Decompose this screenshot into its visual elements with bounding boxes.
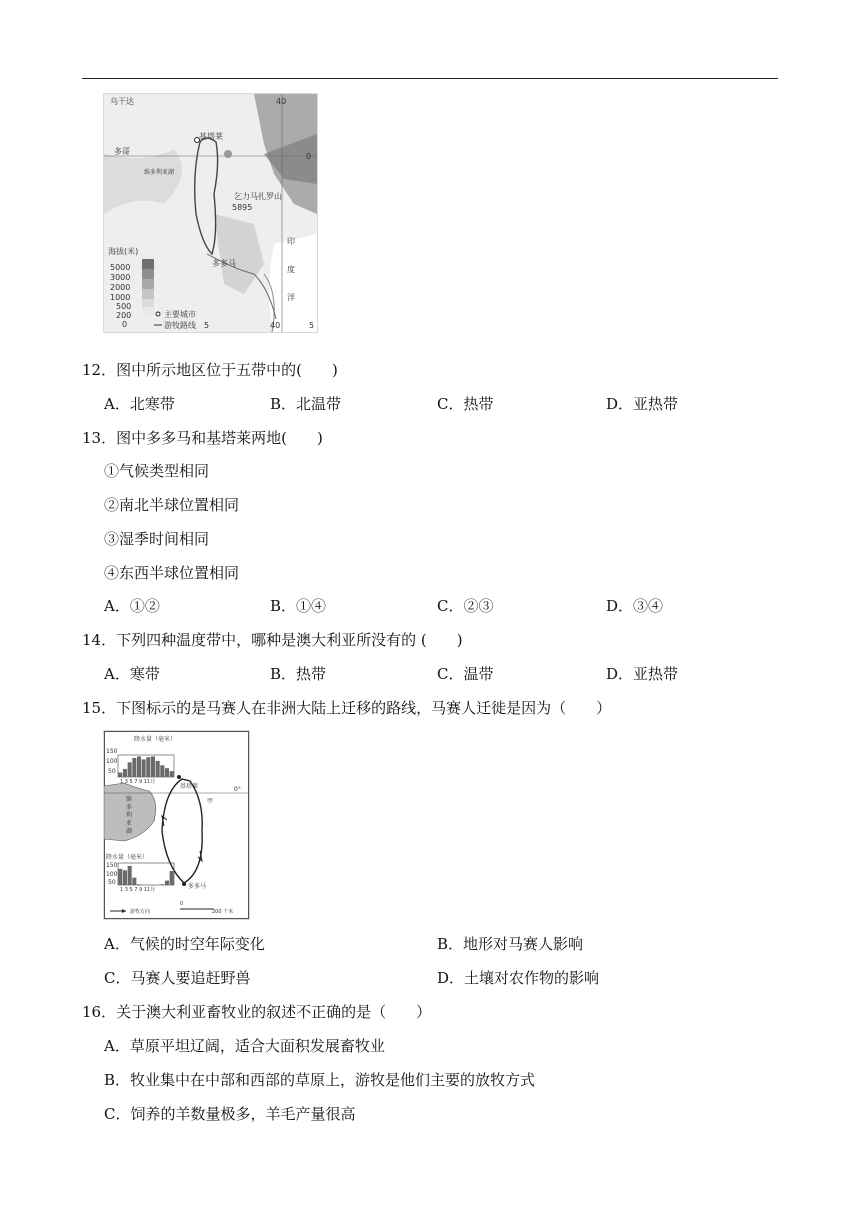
map2-b150: 150 [106,862,118,869]
q13-option-a[interactable]: A．①② [104,597,160,615]
q15-stem: 15．下图标示的是马赛人在非洲大陆上迁移的路线，马赛人迁徙是因为（ ） [82,699,612,717]
map1-elevation: 5895 [232,203,253,212]
map1-legend-city: 主要城市 [164,310,196,319]
q14-option-c[interactable]: C．温带 [437,665,494,683]
precip-south-bar [170,871,174,885]
map2-lake-5: 湖 [126,828,133,835]
map1-label-topleft: 乌干达 [110,97,134,106]
q14-option-a[interactable]: A．寒带 [104,665,160,683]
map1-legend-200: 200 [116,311,132,320]
q16-option-a[interactable]: A．草原平坦辽阔，适合大面积发展畜牧业 [104,1037,385,1055]
q13-statement-3: ③湿季时间相同 [104,530,210,548]
precip-south-bar [160,884,164,885]
map1-city-dodoma: 多多马 [212,259,236,268]
precip-south-bar [165,881,169,885]
map2-b100: 100 [106,871,118,878]
map1-ocean-3: 洋 [287,293,295,302]
header-rule [82,78,778,79]
map1-tick-top: 40 [276,97,287,106]
map2-precip-title-north: 降水量（毫米） [134,736,177,743]
map2-months-north: 1 3 5 7 9 11月 [120,779,156,785]
precip-south-bar [128,866,132,885]
q12-option-d[interactable]: D．亚热带 [606,395,679,413]
map2-lake-1: 维 [126,796,133,803]
east-africa-relief-map [103,93,318,333]
map1-ocean-1: 印 [287,237,295,246]
map1-tick-right: 0 [306,152,312,161]
precip-north-bar [151,756,155,777]
maasai-migration-map [103,730,250,920]
q13-statement-2: ②南北半球位置相同 [104,496,240,514]
q15-option-d[interactable]: D．土壤对农作物的影响 [437,969,600,987]
q15-option-b[interactable]: B．地形对马赛人影响 [437,935,584,953]
q13-statement-4: ④东西半球位置相同 [104,564,240,582]
q16-option-b[interactable]: B．牧业集中在中部和西部的草原上，游牧是他们主要的放牧方式 [104,1071,536,1089]
map1-tick-bottom-1: 5 [204,321,210,330]
map2-y50: 50 [108,768,116,775]
q13-statement-1: ①气候类型相同 [104,462,210,480]
map1-legend-title: 海拔(米) [108,247,139,256]
map1-legend-1000: 1000 [110,293,131,302]
precip-north-bar [123,769,127,777]
precip-north-bar [156,761,160,777]
map2-y150: 150 [106,748,118,755]
map1-legend-3000: 3000 [110,273,131,282]
precip-north-bar [142,759,146,777]
map2-lake-4: 亚 [126,820,133,827]
precip-north-bar [146,757,150,777]
map1-legend-0: 0 [122,320,128,329]
q14-stem: 14．下列四种温度带中，哪种是澳大利亚所没有的 ( ) [82,631,463,649]
q15-option-a[interactable]: A．气候的时空年际变化 [104,935,265,953]
precip-north-bar [170,771,174,777]
map2-region: 甲 [207,798,214,805]
map2-lake-3: 利 [126,812,133,819]
map1-lake: 维多利亚湖 [144,169,175,176]
map1-mountain: 乞力马扎罗山 [234,192,282,201]
precip-north-bar [137,756,141,777]
q16-stem: 16．关于澳大利亚畜牧业的叙述不正确的是（ ） [82,1003,432,1021]
q12-option-c[interactable]: C．热带 [437,395,494,413]
map2-precip-title-south: 降水量（毫米） [106,854,149,861]
precip-north-bar [118,773,122,777]
q12-option-a[interactable]: A．北寒带 [104,395,175,413]
map2-y100: 100 [106,758,118,765]
q13-option-c[interactable]: C．②③ [437,597,494,615]
precip-south-bar [123,870,127,885]
map2-city-kitale: 基塔莱 [180,783,199,790]
map1-country: 多哥 [114,147,130,156]
q14-option-d[interactable]: D．亚热带 [606,665,679,683]
map1-legend-2000: 2000 [110,283,131,292]
precip-north-bar [165,768,169,777]
map1-ocean-2: 度 [287,265,295,274]
map2-scale-200: 200 千米 [212,909,234,915]
map2-b50: 50 [108,879,116,886]
map2-legend-direction: 游牧方向 [130,909,151,915]
map2-months-south: 1 3 5 7 9 11月 [120,887,156,893]
q15-option-c[interactable]: C．马赛人要追赶野兽 [104,969,251,987]
map2-equator: 0° [234,786,241,793]
map1-legend-5000: 5000 [110,263,131,272]
q13-stem: 13．图中多多马和基塔莱两地( ) [82,429,323,447]
map1-tick-bottom-3: 5 [309,321,315,330]
precip-north-bar [160,765,164,777]
map2-lake-2: 多 [126,804,133,811]
precip-south-bar [132,878,136,885]
q14-option-b[interactable]: B．热带 [270,665,327,683]
map2-scale-0: 0 [180,901,184,907]
map1-legend-500: 500 [116,302,132,311]
q12-stem: 12．图中所示地区位于五带中的( ) [82,361,338,379]
precip-north-bar [132,758,136,777]
precip-south-bar [118,869,122,885]
map2-city-dodoma: 多多马 [188,883,207,890]
precip-south-bar [137,884,141,885]
map1-city-kitale: 基塔莱 [199,132,223,141]
q13-option-b[interactable]: B．①④ [270,597,327,615]
map1-legend-route: 游牧路线 [164,321,196,330]
q13-option-d[interactable]: D．③④ [606,597,664,615]
map1-tick-bottom-2: 40 [270,321,281,330]
q12-option-b[interactable]: B．北温带 [270,395,342,413]
precip-north-bar [128,762,132,777]
q16-option-c[interactable]: C．饲养的羊数量极多，羊毛产量很高 [104,1105,356,1123]
